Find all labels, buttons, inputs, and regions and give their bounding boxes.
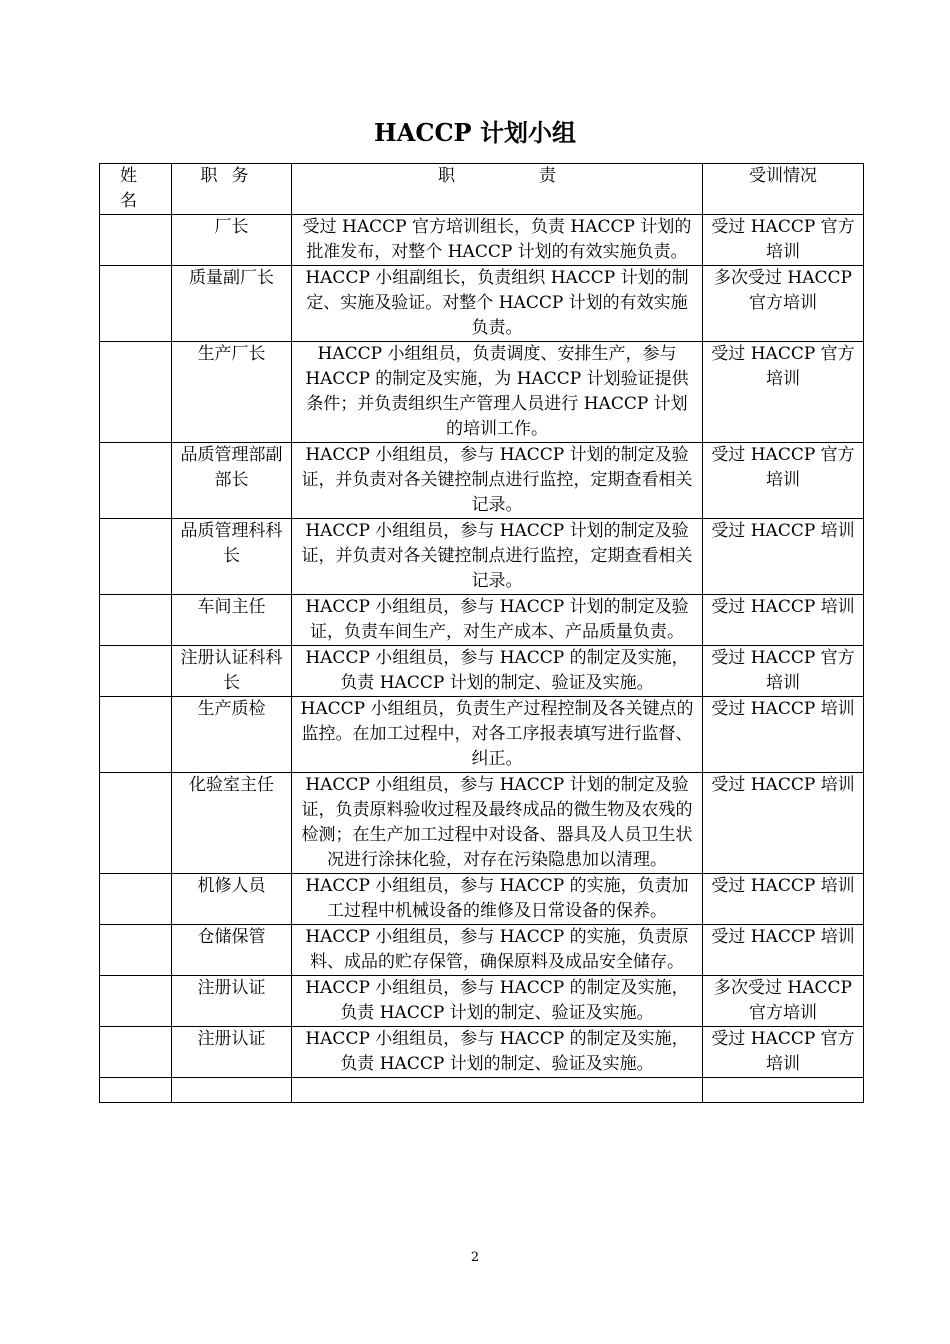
cell-name (100, 697, 172, 773)
cell-name (100, 874, 172, 925)
table-row (100, 874, 864, 925)
cell-duty: HACCP 小组组员，参与 HACCP 的制定及实施，负责 HACCP 计划的制定、验证及实施。 (292, 646, 703, 697)
cell-duty: HACCP 小组组员，参与 HACCP 计划的制定及验证，负责车间生产，对生产成本、产品质量负责。 (292, 595, 703, 646)
header-duty: 职 责 (292, 164, 703, 215)
cell-duty: HACCP 小组组员，参与 HACCP 的实施，负责原料、成品的贮存保管，确保原料及成品安全储存。 (292, 925, 703, 976)
cell-duty: HACCP 小组组员，参与 HACCP 的制定及实施，负责 HACCP 计划的制定、验证及实施。 (292, 976, 703, 1027)
blank-cell (703, 1078, 864, 1103)
cell-training: 受过 HACCP 官方培训 (703, 443, 864, 519)
cell-name (100, 342, 172, 443)
cell-name (100, 595, 172, 646)
cell-name (100, 925, 172, 976)
header-training: 受训情况 (703, 164, 864, 215)
cell-training: 受过 HACCP 培训 (703, 595, 864, 646)
cell-name (100, 976, 172, 1027)
blank-row (100, 1078, 864, 1103)
cell-training: 受过 HACCP 培训 (703, 773, 864, 874)
cell-name (100, 646, 172, 697)
cell-name (100, 266, 172, 342)
page-number: 2 (470, 1250, 480, 1265)
cell-training: 受过 HACCP 官方培训 (703, 1027, 864, 1078)
cell-position: 仓储保管 (172, 925, 292, 976)
table-row (100, 519, 864, 595)
cell-duty: HACCP 小组副组长，负责组织 HACCP 计划的制定、实施及验证。对整个 HACCP 计划的有效实施负责。 (292, 266, 703, 342)
table-row (100, 215, 864, 266)
header-position: 职务 (172, 164, 292, 215)
blank-cell (100, 1078, 172, 1103)
table-row (100, 697, 864, 773)
cell-position: 厂长 (172, 215, 292, 266)
cell-position: 生产厂长 (172, 342, 292, 443)
haccp-team-table (99, 163, 864, 1103)
cell-position: 注册认证 (172, 976, 292, 1027)
cell-duty: HACCP 小组组员，负责调度、安排生产，参与 HACCP 的制定及实施，为 HACCP 计划验证提供条件；并负责组织生产管理人员进行 HACCP 计划的培训工作。 (292, 342, 703, 443)
cell-name (100, 215, 172, 266)
cell-position: 品质管理科科长 (172, 519, 292, 595)
cell-training: 多次受过 HACCP 官方培训 (703, 976, 864, 1027)
blank-cell (172, 1078, 292, 1103)
cell-training: 受过 HACCP 官方培训 (703, 215, 864, 266)
table-row (100, 595, 864, 646)
cell-duty: HACCP 小组组员，负责生产过程控制及各关键点的监控。在加工过程中，对各工序报表填写进行监督、纠正。 (292, 697, 703, 773)
header-name: 姓名 (100, 164, 172, 215)
cell-position: 生产质检 (172, 697, 292, 773)
cell-position: 化验室主任 (172, 773, 292, 874)
table-row (100, 443, 864, 519)
cell-duty: HACCP 小组组员，参与 HACCP 计划的制定及验证，负责原料验收过程及最终成品的微生物及农残的检测；在生产加工过程中对设备、器具及人员卫生状况进行涂抹化验，对存在污染隐患加以清理。 (292, 773, 703, 874)
cell-training: 受过 HACCP 培训 (703, 519, 864, 595)
cell-training: 受过 HACCP 官方培训 (703, 342, 864, 443)
cell-training: 受过 HACCP 培训 (703, 925, 864, 976)
cell-name (100, 773, 172, 874)
blank-cell (292, 1078, 703, 1103)
cell-name (100, 519, 172, 595)
table-row (100, 342, 864, 443)
cell-training: 多次受过 HACCP 官方培训 (703, 266, 864, 342)
cell-position: 品质管理部副部长 (172, 443, 292, 519)
cell-duty: HACCP 小组组员，参与 HACCP 计划的制定及验证，并负责对各关键控制点进行监控，定期查看相关记录。 (292, 519, 703, 595)
cell-duty: 受过 HACCP 官方培训组长，负责 HACCP 计划的批准发布，对整个 HACCP 计划的有效实施负责。 (292, 215, 703, 266)
cell-name (100, 443, 172, 519)
table-header-row (100, 164, 864, 215)
cell-training: 受过 HACCP 培训 (703, 697, 864, 773)
cell-position: 质量副厂长 (172, 266, 292, 342)
table-row (100, 1027, 864, 1078)
cell-position: 车间主任 (172, 595, 292, 646)
cell-name (100, 1027, 172, 1078)
table-row (100, 925, 864, 976)
cell-position: 注册认证 (172, 1027, 292, 1078)
table-row (100, 773, 864, 874)
cell-position: 机修人员 (172, 874, 292, 925)
table-row (100, 646, 864, 697)
cell-duty: HACCP 小组组员，参与 HACCP 的制定及实施，负责 HACCP 计划的制定、验证及实施。 (292, 1027, 703, 1078)
cell-training: 受过 HACCP 培训 (703, 874, 864, 925)
cell-training: 受过 HACCP 官方培训 (703, 646, 864, 697)
table-row (100, 266, 864, 342)
document-title: HACCP 计划小组 (374, 118, 576, 147)
cell-duty: HACCP 小组组员，参与 HACCP 的实施，负责加工过程中机械设备的维修及日常设备的保养。 (292, 874, 703, 925)
table-row (100, 976, 864, 1027)
cell-position: 注册认证科科长 (172, 646, 292, 697)
cell-duty: HACCP 小组组员，参与 HACCP 计划的制定及验证，并负责对各关键控制点进行监控，定期查看相关记录。 (292, 443, 703, 519)
